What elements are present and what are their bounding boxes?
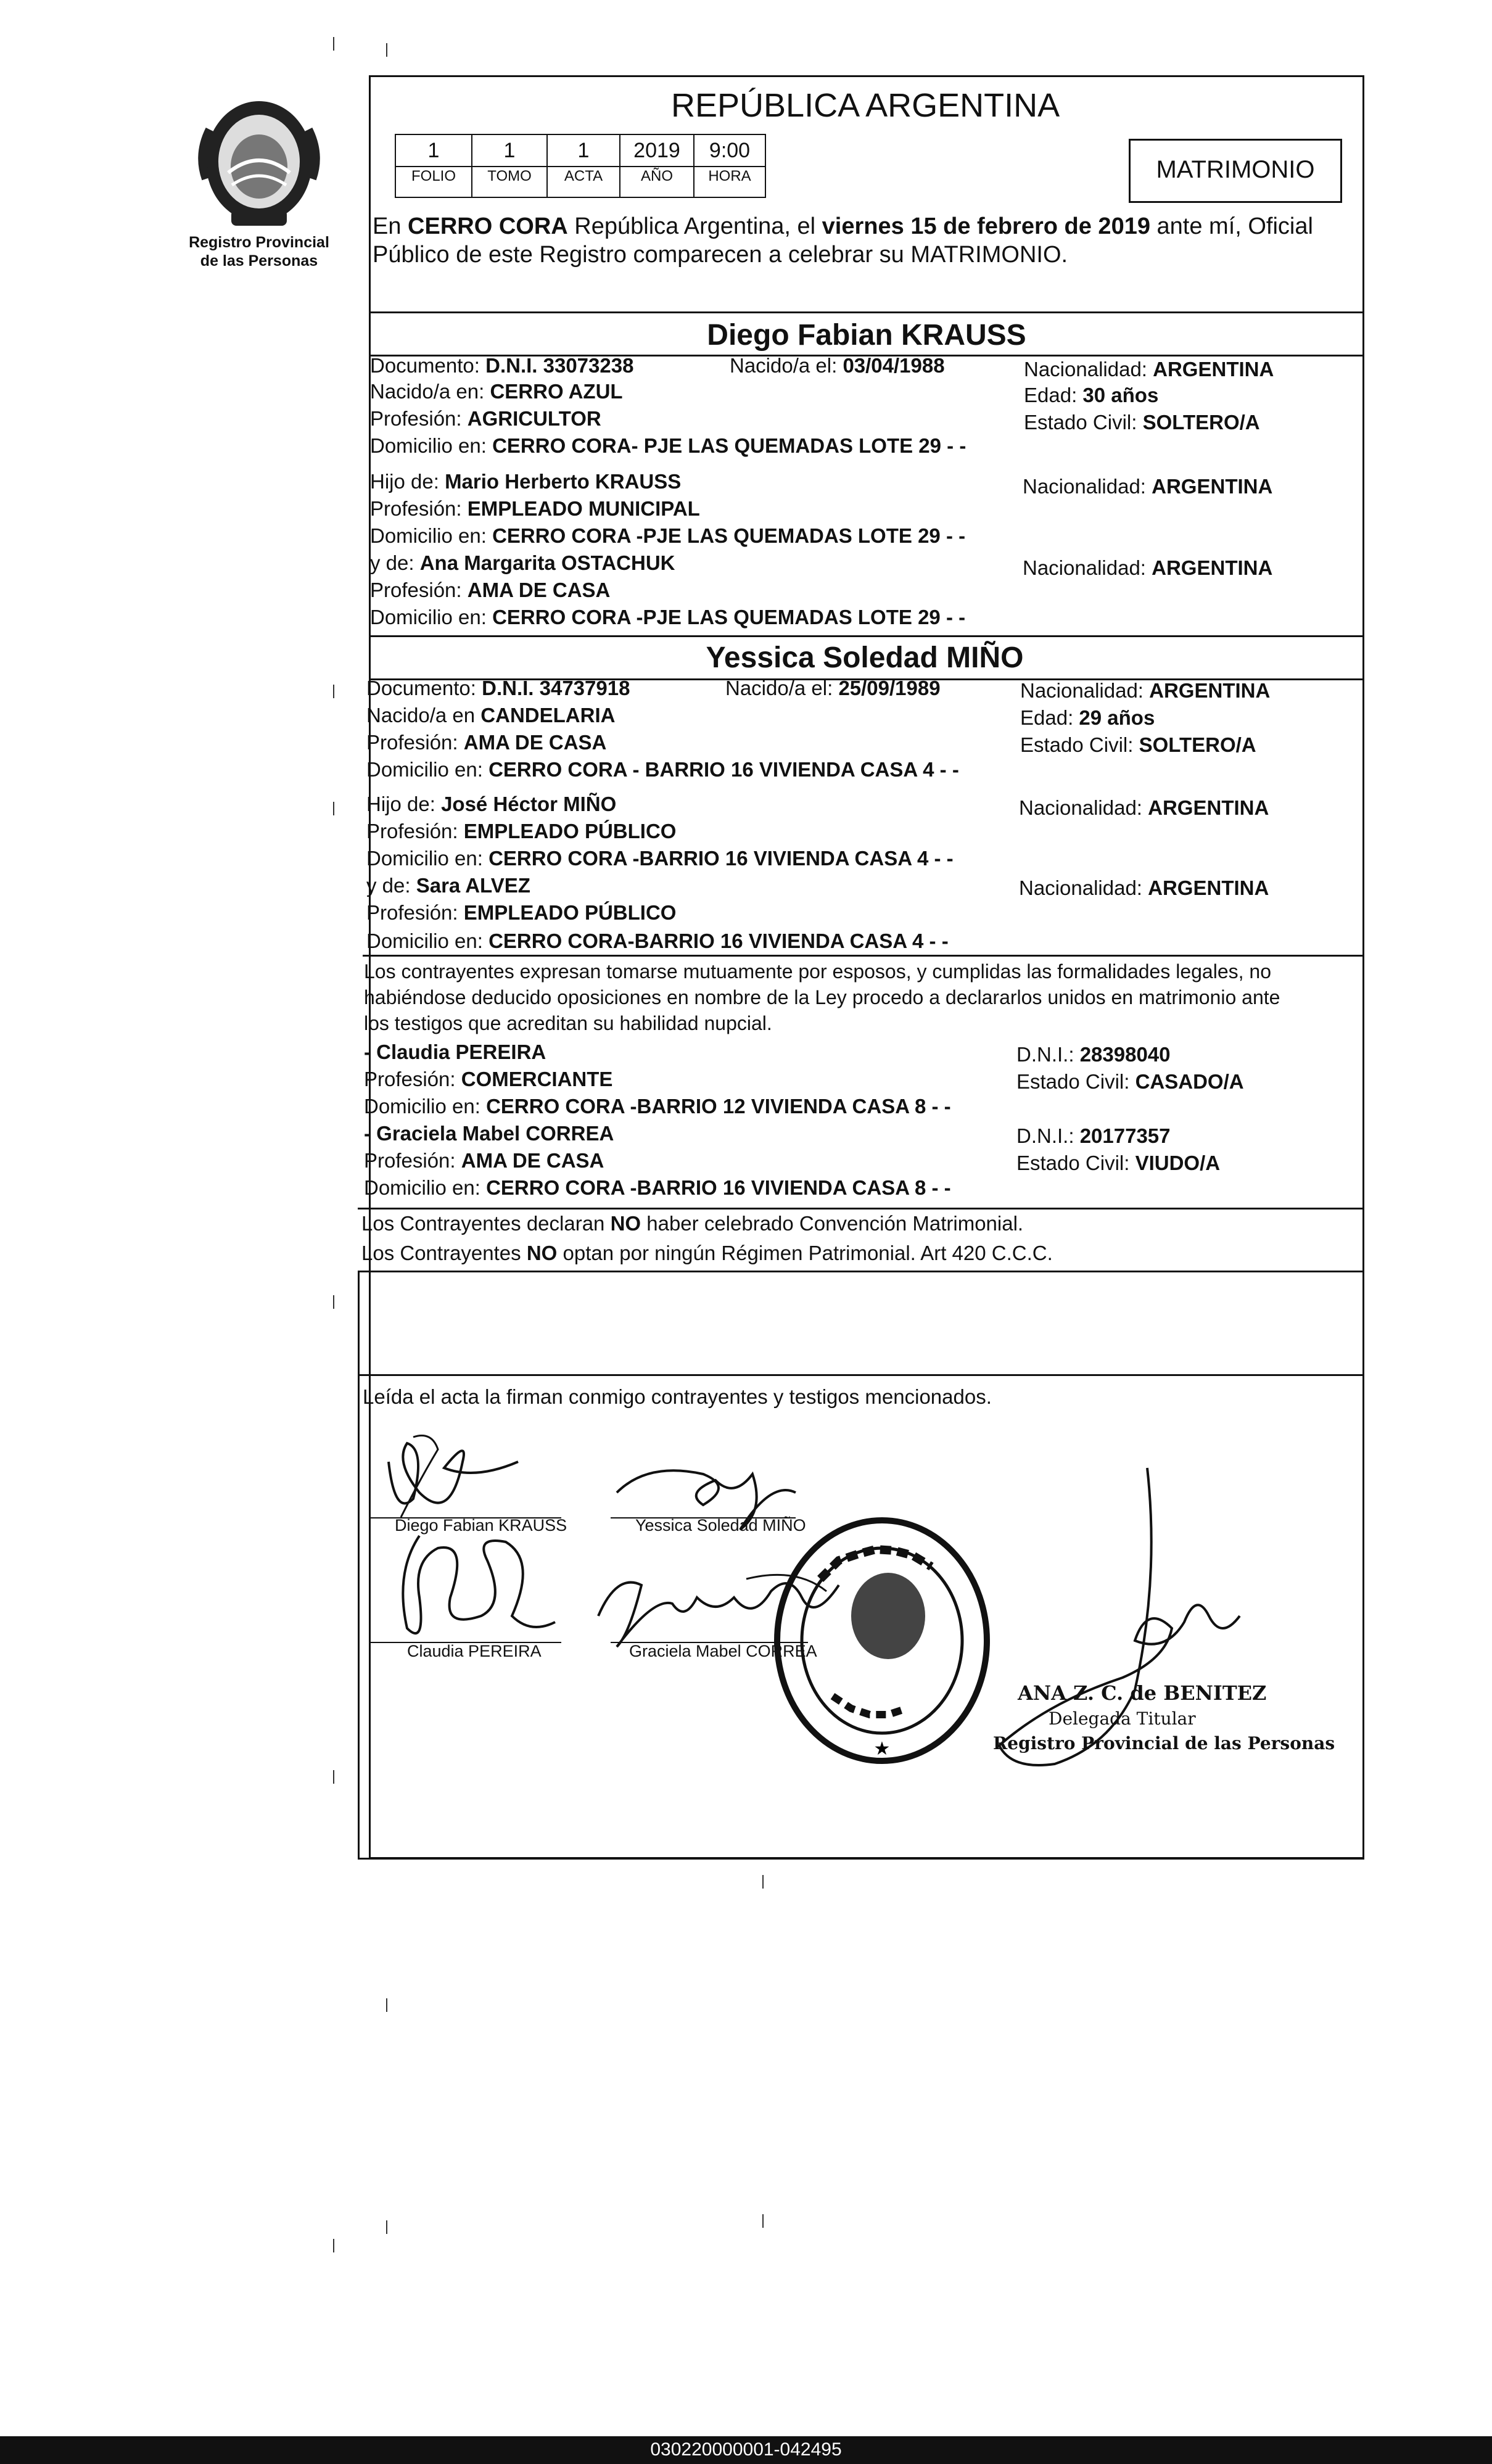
spouse2-mother-nat: Nacionalidad: ARGENTINA [1019, 876, 1269, 899]
spouse1-born: Nacido/a el: 03/04/1988 [730, 354, 945, 377]
spouse1-name: Diego Fabian KRAUSS [707, 319, 1026, 352]
country-title: REPÚBLICA ARGENTINA [671, 87, 1060, 124]
cell-hora: 9:00 HORA [693, 134, 766, 198]
witness1-civil: Estado Civil: CASADO/A [1016, 1070, 1244, 1093]
spouse2-mother-prof: Profesión: EMPLEADO PÚBLICO [366, 901, 677, 924]
spouse1-father: Hijo de: Mario Herberto KRAUSS [370, 470, 682, 493]
spouse2-section [365, 635, 1364, 956]
intro-paragraph: En CERRO CORA República Argentina, el viernes 15 de febrero de 2019 ante mí, Oficial Público de este Registro comparecen a celebrar su MATRIMONIO. [373, 213, 1313, 268]
witness2-prof: Profesión: AMA DE CASA [364, 1149, 604, 1172]
official-title: Delegada Titular [1049, 1708, 1196, 1729]
spouse1-age: Edad: 30 años [1024, 384, 1159, 406]
cell-ano: 2019 AÑO [619, 134, 694, 198]
divider [358, 1271, 1364, 1272]
signature-label-2: Yessica Soledad MIÑO [635, 1516, 806, 1535]
spouse1-doc: Documento: D.N.I. 33073238 [370, 354, 634, 377]
footer-strip [0, 2436, 1492, 2464]
regime-line1: Los Contrayentes declaran NO haber celebrado Convención Matrimonial. [361, 1212, 1024, 1235]
spouse2-father-nat: Nacionalidad: ARGENTINA [1019, 796, 1269, 819]
divider [363, 955, 1364, 957]
spouse2-father: Hijo de: José Héctor MIÑO [366, 793, 617, 815]
divider [358, 1374, 1364, 1376]
scan-mark [333, 802, 334, 815]
scan-mark [386, 2220, 387, 2234]
spouse2-father-prof: Profesión: EMPLEADO PÚBLICO [366, 820, 677, 843]
scan-mark [762, 2214, 764, 2228]
witness2-civil: Estado Civil: VIUDO/A [1016, 1152, 1221, 1174]
scan-mark [333, 2239, 334, 2252]
spouse1-birthplace: Nacido/a en: CERRO AZUL [370, 380, 623, 403]
registry-cells [395, 134, 766, 198]
signature-label-4: Graciela Mabel CORREA [629, 1642, 817, 1660]
cell-tomo: 1 TOMO [471, 134, 548, 198]
signature-label-3: Claudia PEREIRA [407, 1642, 542, 1660]
spouse1-mother: y de: Ana Margarita OSTACHUK [370, 551, 675, 574]
spouse1-section [369, 311, 1364, 638]
svg-text:★: ★ [873, 1738, 891, 1760]
agency-name: Registro Provincial de las Personas [189, 234, 329, 270]
signature-spouse1 [376, 1425, 537, 1530]
scan-mark [333, 1295, 334, 1309]
spouse1-father-nat: Nacionalidad: ARGENTINA [1023, 475, 1273, 498]
signature-witness1 [382, 1523, 567, 1653]
spouse2-civil: Estado Civil: SOLTERO/A [1020, 733, 1256, 756]
record-type: MATRIMONIO [1156, 156, 1315, 183]
spouse2-mother-addr: Domicilio en: CERRO CORA-BARRIO 16 VIVIENDA CASA 4 - - [366, 929, 949, 952]
witnesses-section [363, 1040, 1362, 1206]
agency-logo [185, 93, 333, 271]
spouse1-father-addr: Domicilio en: CERRO CORA -PJE LAS QUEMADAS LOTE 29 - - [370, 524, 966, 547]
spouse2-prof: Profesión: AMA DE CASA [366, 731, 607, 754]
witness1-addr: Domicilio en: CERRO CORA -BARRIO 12 VIVIENDA CASA 8 - - [364, 1095, 951, 1118]
witness2-dni: D.N.I.: 20177357 [1016, 1124, 1171, 1147]
spouse1-addr: Domicilio en: CERRO CORA- PJE LAS QUEMADAS LOTE 29 - - [370, 434, 967, 457]
cell-folio: 1 FOLIO [395, 134, 472, 198]
spouse2-father-addr: Domicilio en: CERRO CORA -BARRIO 16 VIVIENDA CASA 4 - - [366, 847, 954, 870]
official-name: ANA Z. C. de BENITEZ [1018, 1681, 1267, 1705]
cell-acta: 1 ACTA [546, 134, 620, 198]
scan-mark [762, 1875, 764, 1889]
closing-text: Leída el acta la firman conmigo contrayentes y testigos mencionados. [363, 1385, 992, 1408]
regime-line2: Los Contrayentes NO optan por ningún Régimen Patrimonial. Art 420 C.C.C. [361, 1242, 1053, 1264]
signatures-area [358, 1419, 1364, 1850]
scan-mark [386, 1998, 387, 2012]
spouse1-father-prof: Profesión: EMPLEADO MUNICIPAL [370, 497, 700, 520]
spouse2-mother: y de: Sara ALVEZ [366, 874, 530, 897]
frame-left-lower [358, 1271, 360, 1860]
signature-label-1: Diego Fabian KRAUSS [395, 1516, 567, 1535]
scan-mark [386, 43, 387, 57]
spouse1-nat: Nacionalidad: ARGENTINA [1024, 358, 1274, 381]
spouse2-birthplace: Nacido/a en CANDELARIA [366, 704, 616, 727]
spouse1-mother-prof: Profesión: AMA DE CASA [370, 579, 611, 601]
divider [358, 1858, 1364, 1860]
witness1-dni: D.N.I.: 28398040 [1016, 1043, 1171, 1066]
spouse2-nat: Nacionalidad: ARGENTINA [1020, 679, 1271, 702]
official-office: Registro Provincial de las Personas [993, 1733, 1335, 1753]
witness2-name: - Graciela Mabel CORREA [364, 1122, 614, 1145]
spouse2-born: Nacido/a el: 25/09/1989 [725, 677, 941, 699]
witness2-addr: Domicilio en: CERRO CORA -BARRIO 16 VIVIENDA CASA 8 - - [364, 1176, 951, 1199]
scan-mark [333, 1770, 334, 1784]
witness1-prof: Profesión: COMERCIANTE [364, 1068, 613, 1090]
scan-mark [333, 37, 334, 51]
regime-paragraph [361, 1209, 1359, 1268]
spouse2-addr: Domicilio en: CERRO CORA - BARRIO 16 VIVIENDA CASA 4 - - [366, 758, 959, 781]
spouse1-mother-addr: Domicilio en: CERRO CORA -PJE LAS QUEMADAS LOTE 29 - - [370, 606, 966, 628]
declaration-paragraph: Los contrayentes expresan tomarse mutuamente por esposos, y cumplidas las formalidades legales, no habiéndose deducido oposiciones en nombre de la Ley procedo a declararlos unidos en matrimonio ante los testigos que acreditan su habilidad nupcial. [364, 960, 1280, 1034]
spouse1-prof: Profesión: AGRICULTOR [370, 407, 601, 430]
scan-mark [333, 685, 334, 698]
witness1-name: - Claudia PEREIRA [364, 1040, 546, 1063]
spouse1-mother-nat: Nacionalidad: ARGENTINA [1023, 556, 1273, 579]
spouse2-doc: Documento: D.N.I. 34737918 [366, 677, 630, 699]
spouse2-age: Edad: 29 años [1020, 706, 1155, 729]
spouse2-name: Yessica Soledad MIÑO [706, 641, 1024, 674]
spouse1-civil: Estado Civil: SOLTERO/A [1024, 411, 1260, 434]
barcode-number: 030220000001-042495 [650, 2439, 842, 2460]
